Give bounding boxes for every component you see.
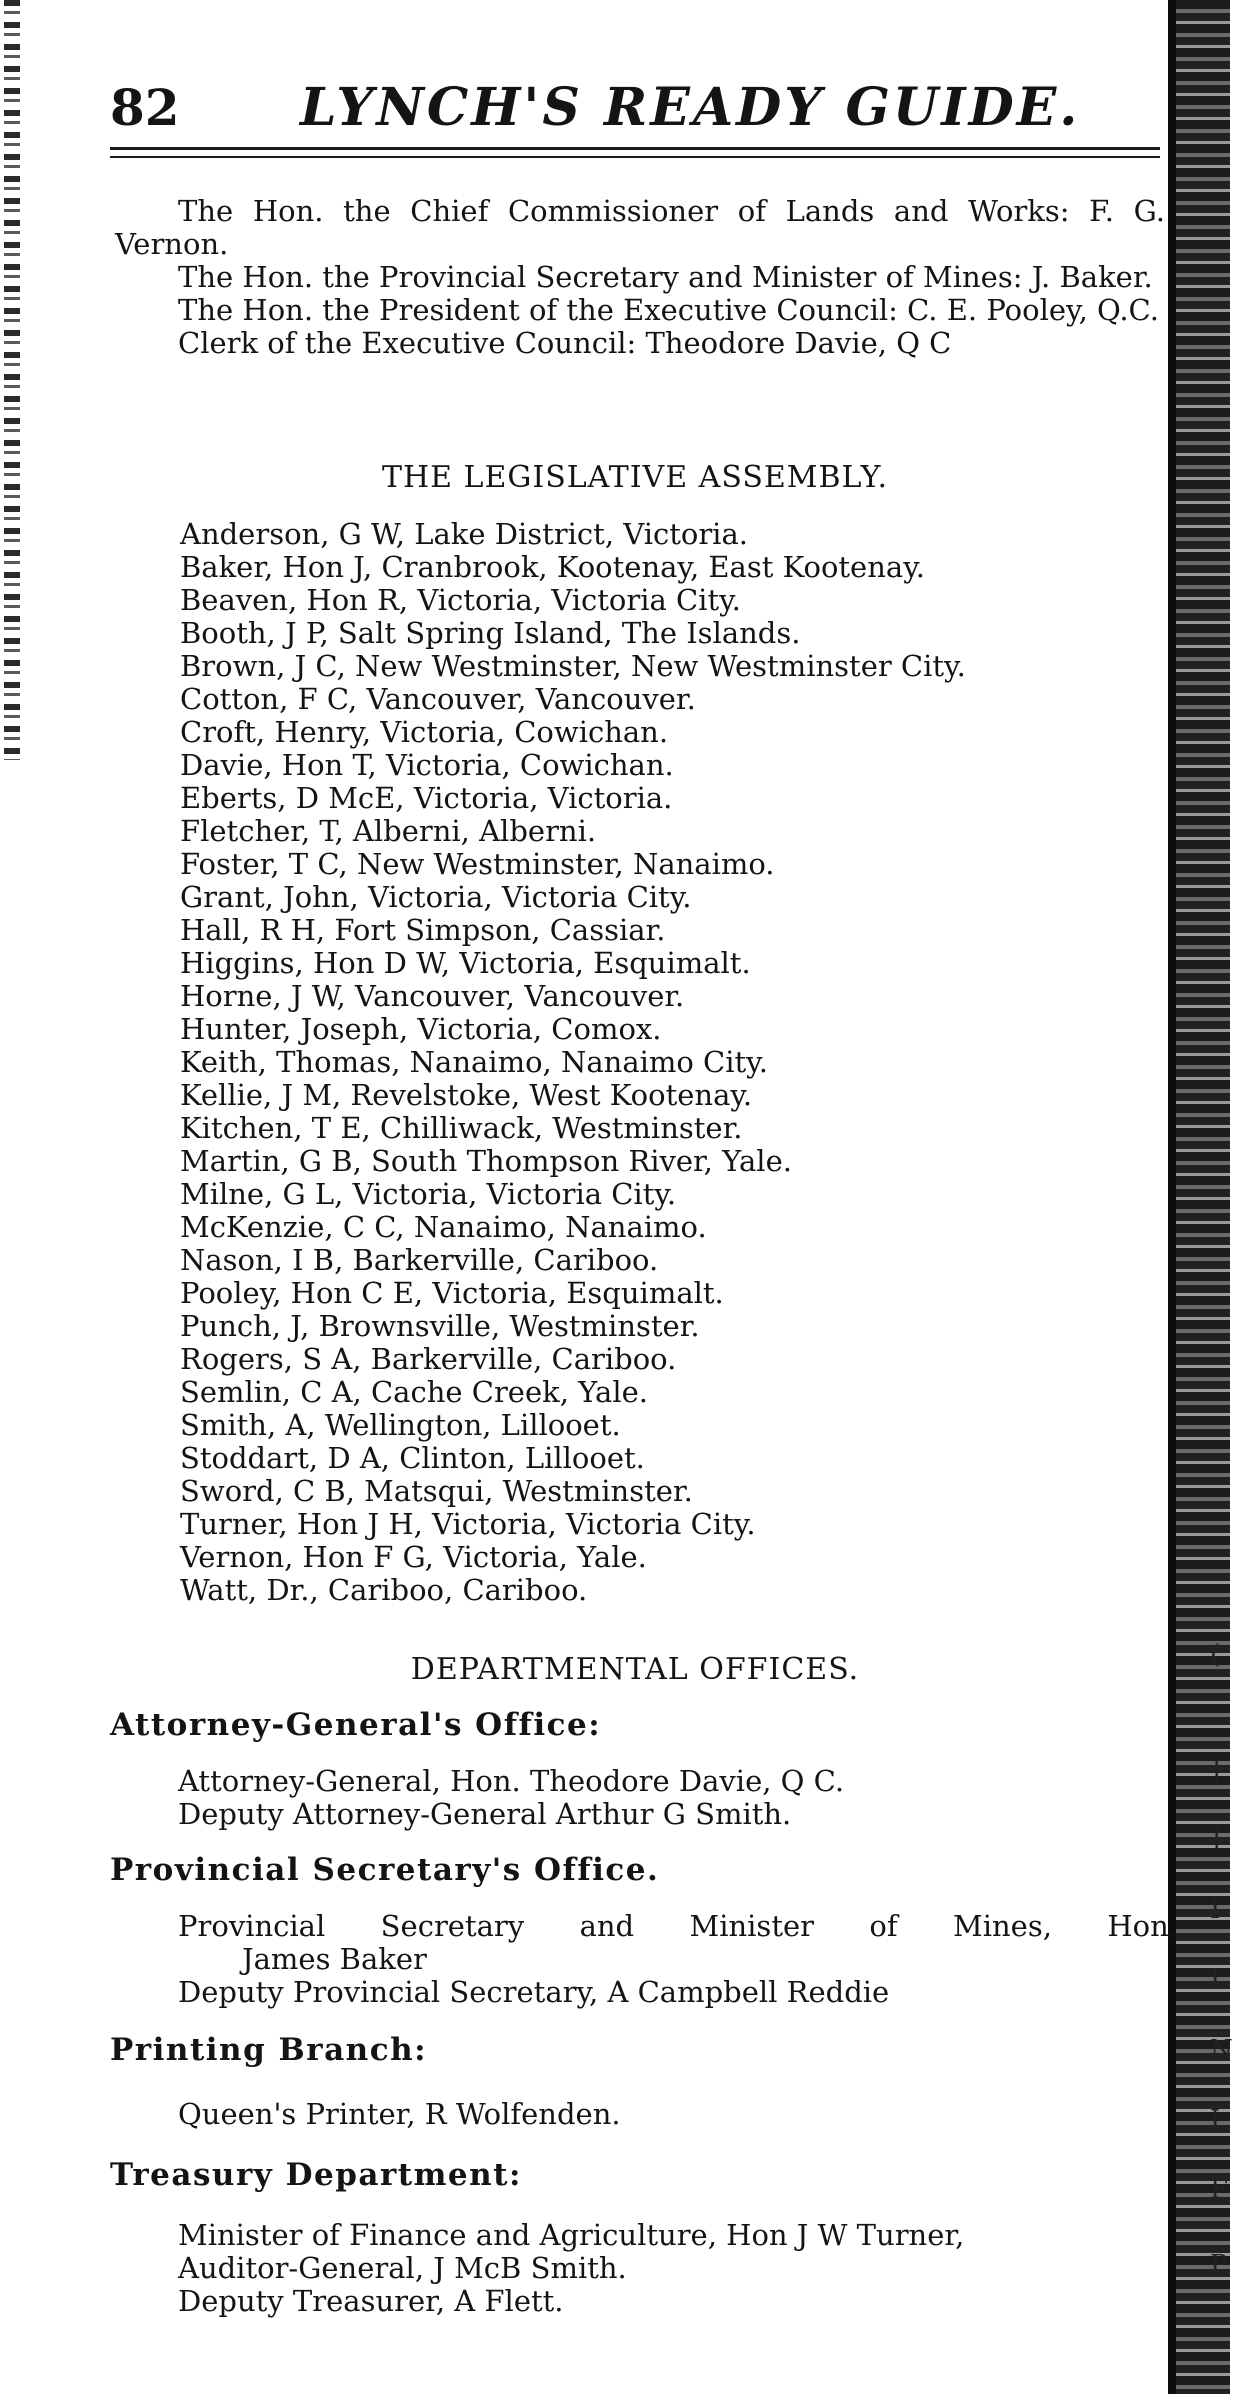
facing-page-letter: F (1210, 2175, 1229, 2205)
member-entry: Grant, John, Victoria, Victoria City. (180, 880, 692, 914)
office-entry: Provincial Secretary and Minister of Mines, Hon. (178, 1909, 1178, 1943)
member-entry: Hunter, Joseph, Victoria, Comox. (180, 1012, 662, 1046)
running-title: LYNCH'S READY GUIDE. (300, 77, 1081, 138)
facing-page-letter: ( (1210, 1640, 1221, 1670)
office-title: Printing Branch: (110, 2032, 428, 2068)
member-entry: Smith, A, Wellington, Lillooet. (180, 1408, 621, 1442)
header-rule (110, 147, 1160, 150)
member-entry: Milne, G L, Victoria, Victoria City. (180, 1177, 677, 1211)
member-entry: Kitchen, T E, Chilliwack, Westminster. (180, 1111, 743, 1145)
office-entry: Deputy Treasurer, A Flett. (178, 2284, 564, 2318)
departments-heading: DEPARTMENTAL OFFICES. (410, 1652, 860, 1687)
member-entry: Martin, G B, South Thompson River, Yale. (180, 1144, 792, 1178)
member-entry: Horne, J W, Vancouver, Vancouver. (180, 979, 685, 1013)
council-entry: The Hon. the Provincial Secretary and Minister of Mines: J. Baker. (178, 260, 1153, 294)
member-entry: Croft, Henry, Victoria, Cowichan. (180, 715, 669, 749)
member-entry: Fletcher, T, Alberni, Alberni. (180, 814, 597, 848)
council-entry: The Hon. the Chief Commissioner of Lands and Works: F. G. Vernon. (115, 194, 1165, 261)
office-title: Treasury Department: (110, 2157, 522, 2193)
council-entry: Clerk of the Executive Council: Theodore Davie, Q C (178, 326, 952, 360)
facing-page-letter: ] (1210, 1825, 1221, 1855)
office-title: Provincial Secretary's Office. (110, 1852, 660, 1888)
facing-page-letter: ] (1210, 1755, 1221, 1785)
member-entry: Beaven, Hon R, Victoria, Victoria City. (180, 583, 741, 617)
member-entry: Kellie, J M, Revelstoke, West Kootenay. (180, 1078, 753, 1112)
member-entry: Pooley, Hon C E, Victoria, Esquimalt. (180, 1276, 724, 1310)
member-entry: Brown, J C, New Westminster, New Westminster City. (180, 649, 966, 683)
facing-page-letter: I (1210, 2105, 1221, 2135)
member-entry: Booth, J P, Salt Spring Island, The Islands. (180, 616, 801, 650)
member-entry: Hall, R H, Fort Simpson, Cassiar. (180, 913, 666, 947)
member-entry: Vernon, Hon F G, Victoria, Yale. (180, 1540, 647, 1574)
council-entry: The Hon. the President of the Executive Council: C. E. Pooley, Q.C. (178, 293, 1159, 327)
member-entry: Punch, J, Brownsville, Westminster. (180, 1309, 700, 1343)
facing-page-letter: N (1210, 2035, 1233, 2065)
office-entry: Deputy Provincial Secretary, A Campbell Reddie (178, 1975, 890, 2009)
assembly-member-list (180, 518, 1160, 1607)
provincial-secretary-office (110, 1850, 1178, 2009)
member-entry: Rogers, S A, Barkerville, Cariboo. (180, 1342, 677, 1376)
scan-edge-left (4, 0, 20, 760)
office-title: Attorney-General's Office: (110, 1707, 602, 1743)
member-entry: Keith, Thomas, Nanaimo, Nanaimo City. (180, 1045, 768, 1079)
member-entry: Semlin, C A, Cache Creek, Yale. (180, 1375, 648, 1409)
office-entry: Queen's Printer, R Wolfenden. (178, 2097, 621, 2131)
office-entry: Attorney-General, Hon. Theodore Davie, Q C. (178, 1764, 845, 1798)
member-entry: Nason, I B, Barkerville, Cariboo. (180, 1243, 659, 1277)
member-entry: Sword, C B, Matsqui, Westminster. (180, 1474, 693, 1508)
executive-council-list (115, 195, 1165, 360)
attorney-general-office (110, 1705, 1170, 1831)
assembly-heading: THE LEGISLATIVE ASSEMBLY. (381, 460, 889, 495)
page-number: 82 (110, 78, 180, 137)
member-entry: Watt, Dr., Cariboo, Cariboo. (180, 1573, 588, 1607)
member-entry: Cotton, F C, Vancouver, Vancouver. (180, 682, 696, 716)
member-entry: Davie, Hon T, Victoria, Cowichan. (180, 748, 674, 782)
treasury-department (110, 2155, 1170, 2318)
facing-page-letter: I (1210, 1965, 1221, 1995)
office-entry: Deputy Attorney-General Arthur G Smith. (178, 1797, 792, 1831)
facing-page-letter: I (1210, 1895, 1221, 1925)
member-entry: Foster, T C, New Westminster, Nanaimo. (180, 847, 775, 881)
office-entry: Auditor-General, J McB Smith. (178, 2251, 627, 2285)
member-entry: Baker, Hon J, Cranbrook, Kootenay, East Kootenay. (180, 550, 925, 584)
facing-page-letter: P (1210, 2250, 1228, 2280)
header-rule-thin (110, 156, 1160, 158)
member-entry: Stoddart, D A, Clinton, Lillooet. (180, 1441, 645, 1475)
printing-branch (110, 2030, 1170, 2131)
member-entry: Anderson, G W, Lake District, Victoria. (180, 517, 748, 551)
member-entry: Eberts, D McE, Victoria, Victoria. (180, 781, 673, 815)
office-entry-continued: James Baker (242, 1942, 427, 1976)
member-entry: Turner, Hon J H, Victoria, Victoria City. (180, 1507, 756, 1541)
office-entry: Minister of Finance and Agriculture, Hon J W Turner, (178, 2218, 965, 2252)
member-entry: McKenzie, C C, Nanaimo, Nanaimo. (180, 1210, 707, 1244)
member-entry: Higgins, Hon D W, Victoria, Esquimalt. (180, 946, 751, 980)
